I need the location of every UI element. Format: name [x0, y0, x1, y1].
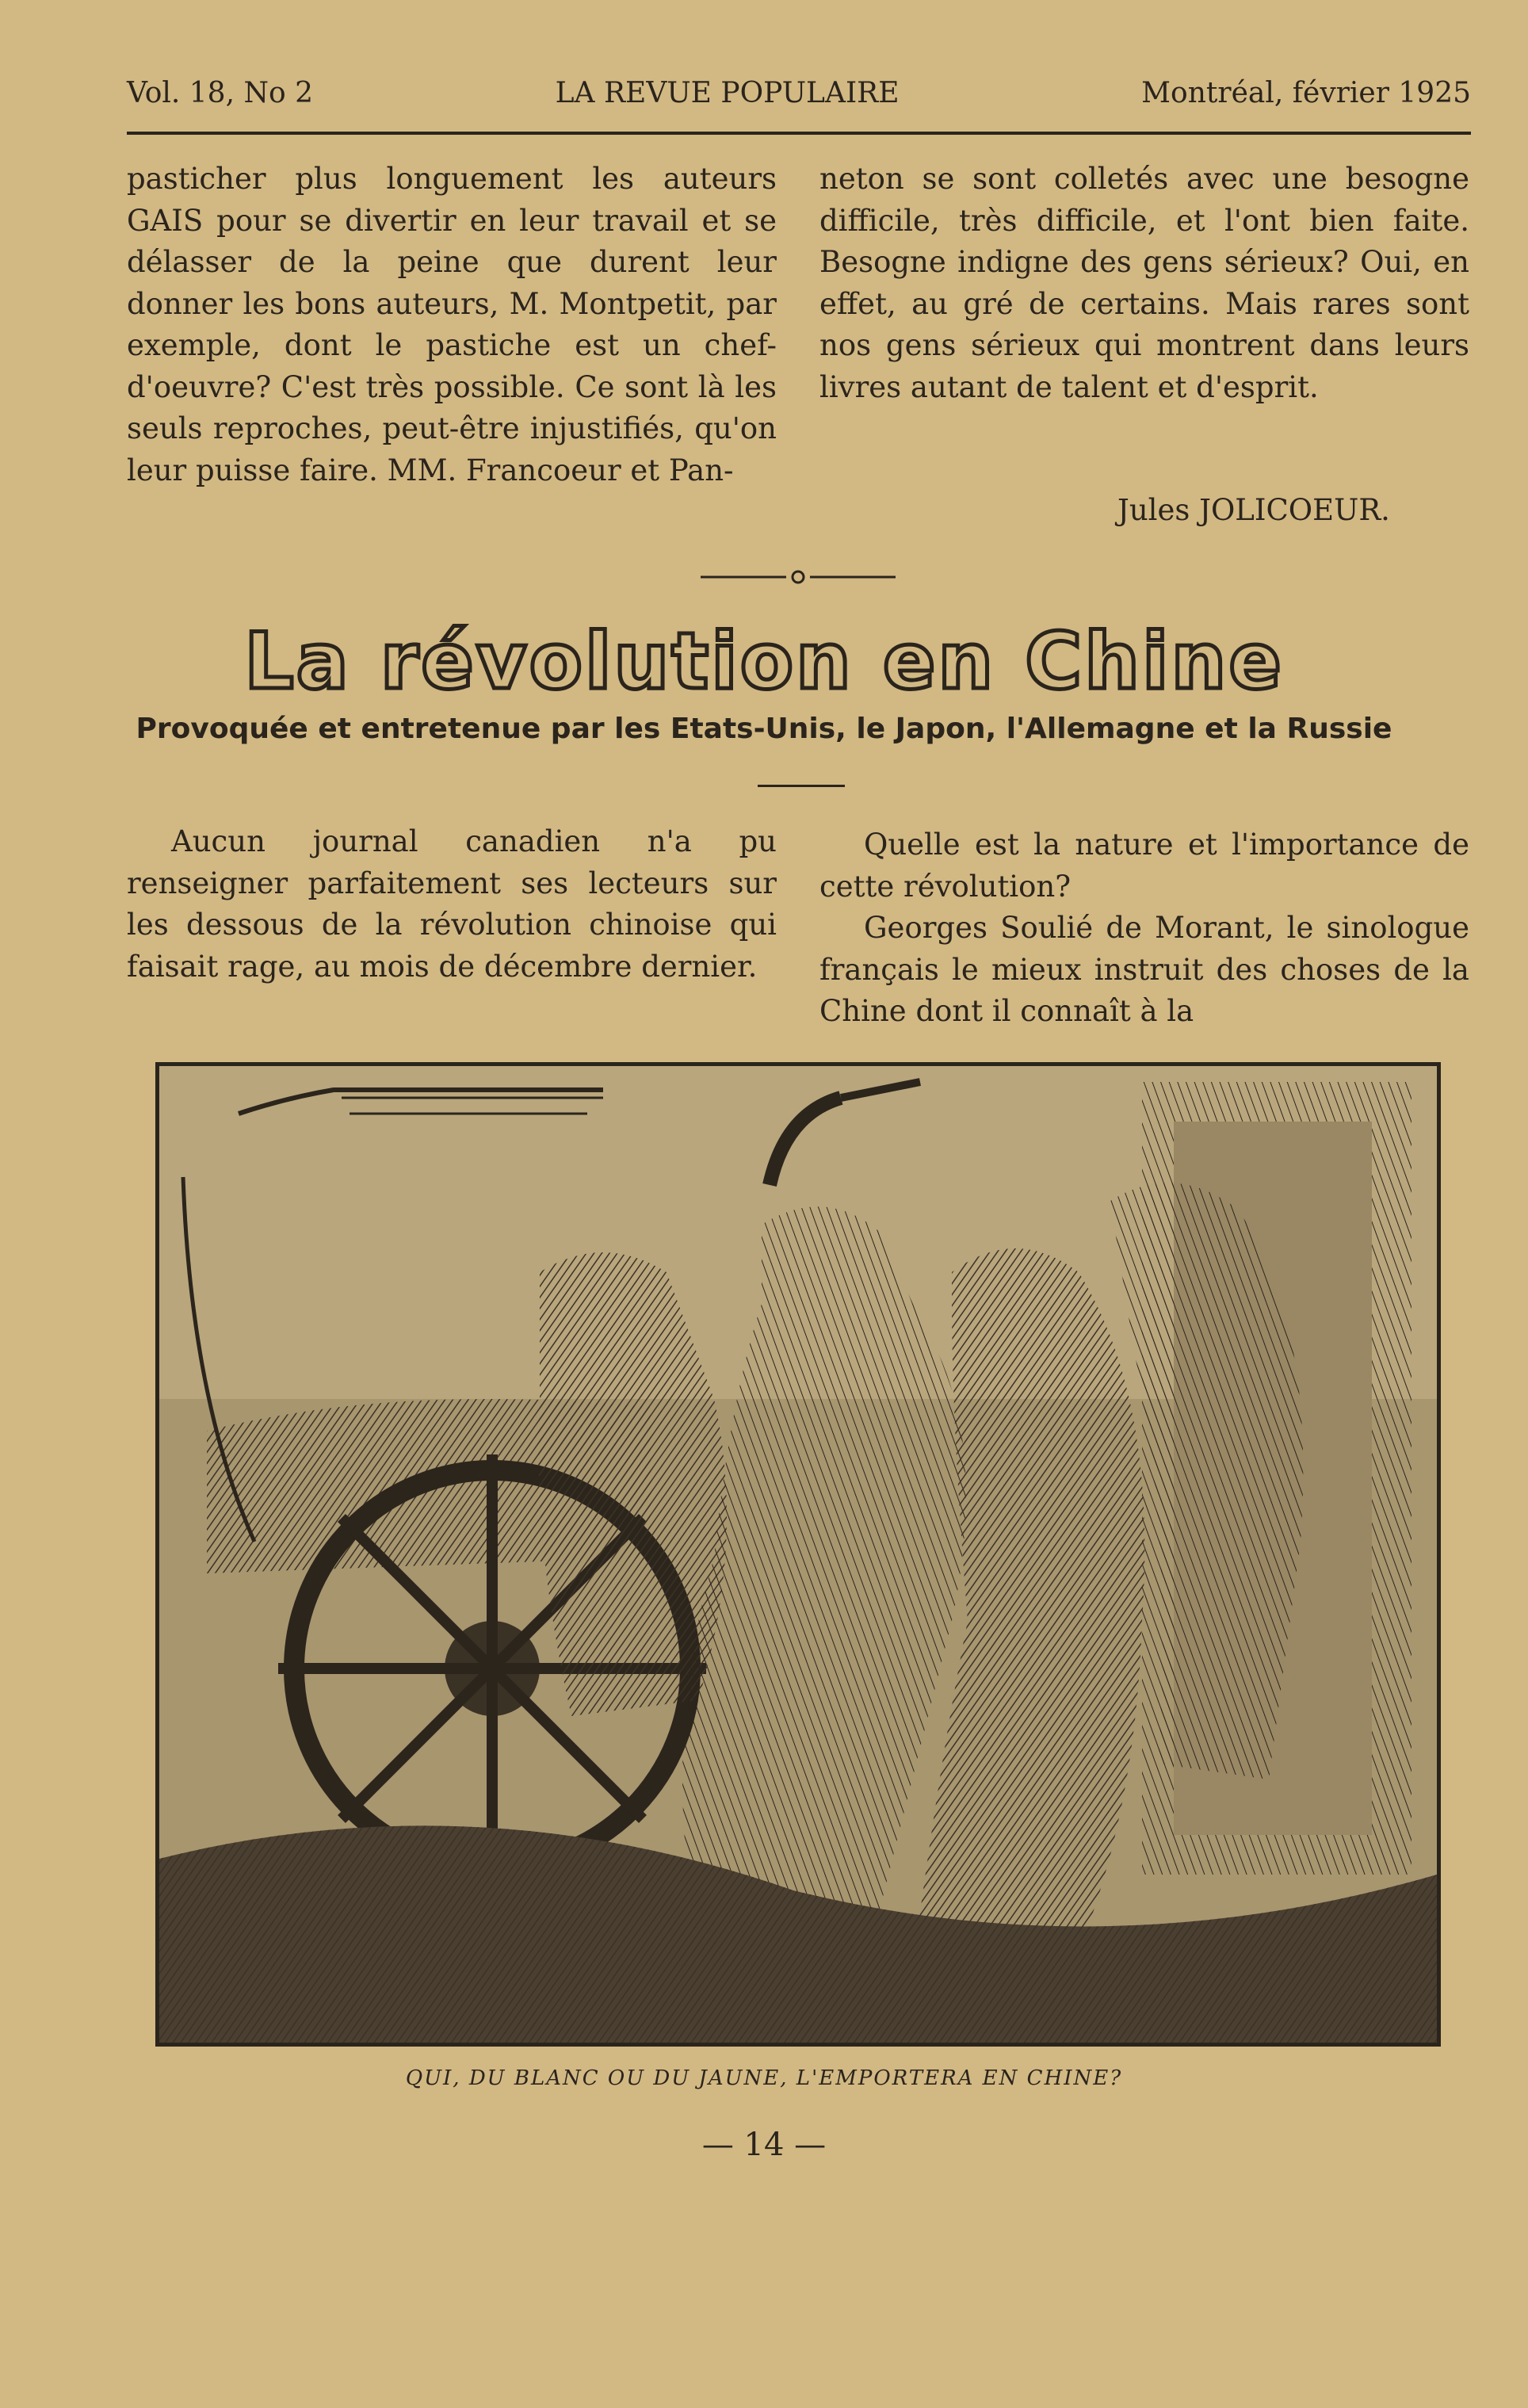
page-number: — 14 —	[701, 2127, 827, 2163]
engraving-illustration	[155, 1062, 1441, 2047]
title-rule	[758, 785, 845, 787]
previous-article-right-text: neton se sont colletés avec une besogne difficile, très difficile, et l'ont bien faite. Besogne indigne des gens sérieux? Oui, en effet, au gré de certains. Mais rares sont nos gens sérieux qui montrent dans leurs livres autant de talent et d'esprit.	[819, 162, 1469, 404]
illustration-caption: QUI, DU BLANC OU DU JAUNE, L'EMPORTERA EN CHINE?	[405, 2066, 1123, 2090]
article-right-paragraph-1: Quelle est la nature et l'importance de cette révolution?	[819, 828, 1469, 904]
article-subtitle: Provoquée et entretenue par les Etats-Unis, le Japon, l'Allemagne et la Russie	[136, 713, 1392, 745]
article-title: La révolution en Chine	[244, 617, 1284, 707]
article-right-paragraph-2: Georges Soulié de Morant, le sinologue français le mieux instruit des choses de la Chine dont il connaît à la	[819, 911, 1469, 1028]
author-signature: Jules JOLICOEUR.	[1117, 493, 1390, 527]
previous-article-right-column	[819, 159, 1469, 452]
article-right-column	[819, 824, 1469, 1033]
header-journal: LA REVUE POPULAIRE	[555, 77, 900, 109]
previous-article-left-text: pasticher plus longuement les auteurs GAIS pour se divertir en leur travail et se délasser de la peine que durent leur donner les bons auteurs, M. Montpetit, par exemple, dont le pastiche est un chef-d'oeuvre? C'est très possible. Ce sont là les seuls reproches, peut-être injustifiés, qu'on leur puisse faire. MM. Francoeur et Pan-	[127, 162, 777, 487]
header-rule	[127, 132, 1471, 135]
running-header	[127, 79, 1471, 108]
header-place-date: Montréal, février 1925	[1141, 77, 1471, 109]
header-volume: Vol. 18, No 2	[127, 77, 313, 109]
engraving-artwork	[159, 1066, 1437, 2043]
section-divider-ornament	[701, 568, 896, 587]
article-left-column	[127, 821, 777, 988]
previous-article-left-column	[127, 159, 777, 531]
article-left-paragraph: Aucun journal canadien n'a pu renseigner parfaitement ses lecteurs sur les dessous de la révolution chinoise qui faisait rage, au mois de décembre dernier.	[127, 824, 777, 984]
